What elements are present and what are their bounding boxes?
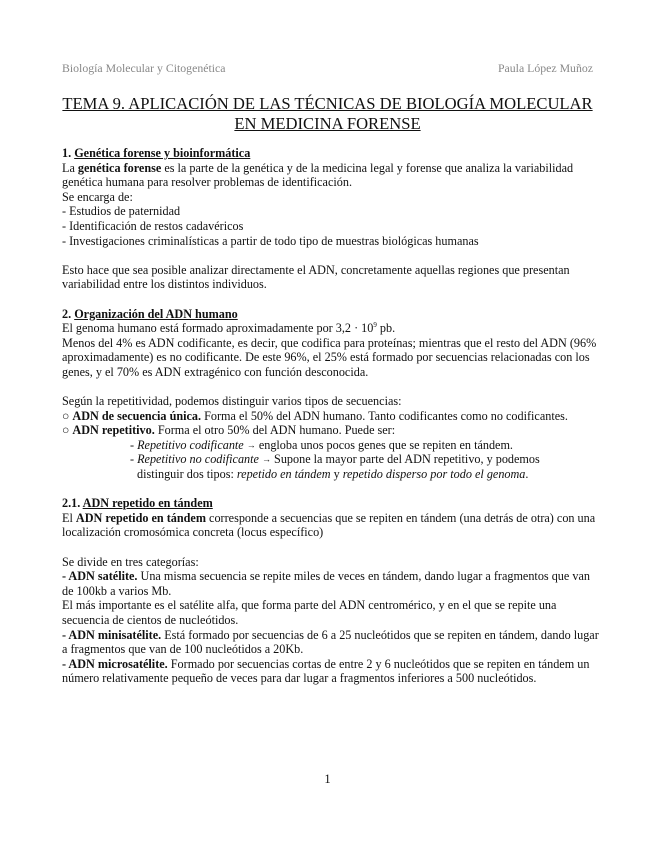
header-author: Paula López Muñoz <box>497 61 593 75</box>
section-number: 2.1. <box>62 496 83 511</box>
paragraph: La genética forense es la parte de la genética y de la medicina legal y forense que analiza la variabilidad genética humana para resolver problemas de identificación. <box>62 160 574 190</box>
section-number: 2. <box>62 306 75 321</box>
list-item: - ADN minisatélite. Está formado por secuencias de 6 a 25 nucleótidos que se repiten en tándem, dando lugar a fragmentos que van de 100 nucleótidos a 20Kb. <box>62 627 599 657</box>
section-number: 1. <box>62 146 75 160</box>
list-item: - Estudios de paternidad <box>62 204 181 219</box>
section-1-heading <box>62 146 602 161</box>
section-title: Genética forense y bioinformática <box>74 146 251 160</box>
section-title: ADN repetido en tándem <box>82 496 213 511</box>
document-title: TEMA 9. APLICACIÓN DE LAS TÉCNICAS DE BIOLOGÍA MOLECULAR EN MEDICINA FORENSE <box>62 94 593 133</box>
sub-list-item: - Repetitivo no codificante → Supone la mayor parte del ADN repetitivo, y podemos <box>130 452 540 467</box>
circle-bullet-icon: ○ <box>62 408 73 423</box>
page-number: 1 <box>324 772 331 786</box>
list-item: - ADN microsatélite. Formado por secuencias cortas de entre 2 y 6 nucleótidos que se repiten en tándem un número relativamente pequeño de veces para dar lugar a fragmentos inferiores a 500 nucleótidos. <box>62 656 590 686</box>
paragraph: El genoma humano está formado aproximadamente por $3,2 \cdot 10^9$ pb. <box>62 321 396 336</box>
arrow-right-icon: → <box>246 439 256 450</box>
list-item: ○ ADN de secuencia única. Forma el 50% del ADN humano. Tanto codificantes como no codificantes. <box>62 408 568 423</box>
paragraph: Se divide en tres categorías: <box>62 554 199 569</box>
paragraph: El ADN repetido en tándem corresponde a secuencias que se repiten en tándem (una detrás de otra) con una localización cromosómica concreta (locus específico) <box>62 510 596 540</box>
page-header <box>62 61 593 77</box>
section-2-1-heading <box>62 496 602 511</box>
document-body <box>62 146 602 686</box>
list-item: - ADN satélite. Una misma secuencia se repite miles de veces en tándem, dando lugar a fragmentos que van de 100kb a varios Mb. <box>62 569 590 598</box>
sub-list-item: - Repetitivo codificante → engloba unos pocos genes que se repiten en tándem. <box>130 437 513 452</box>
paragraph: Según la repetitividad, podemos distinguir varios tipos de secuencias: <box>62 394 402 409</box>
paragraph: Menos del 4% es ADN codificante, es decir, que codifica para proteínas; mientras que el resto del ADN (96% aproximadamente) es no codificante. De este 96%, el 25% está formado por secuencias relacionadas con los genes, y el 70% es ADN extragénico con función desconocida. <box>62 335 597 379</box>
header-course: Biología Molecular y Citogenética <box>62 61 226 75</box>
section-title: Organización del ADN humano <box>74 306 238 321</box>
paragraph: Esto hace que sea posible analizar directamente el ADN, concretamente aquellas regiones que presentan variabilidad entre los distintos individuos. <box>62 262 570 292</box>
list-item: - Investigaciones criminalísticas a partir de todo tipo de muestras biológicas humanas <box>62 233 479 248</box>
sub-list-item-continuation: distinguir dos tipos: repetido en tándem y repetido disperso por todo el genoma. <box>137 467 529 482</box>
section-2-heading <box>62 307 602 322</box>
list-item: - Identificación de restos cadavéricos <box>62 218 244 233</box>
arrow-right-icon: → <box>262 454 271 465</box>
exponent: 9 <box>373 321 377 330</box>
bold-term: genética forense <box>77 160 162 175</box>
list-item: ○ ADN repetitivo. Forma el otro 50% del ADN humano. Puede ser: <box>62 423 396 438</box>
paragraph: Se encarga de: <box>62 189 133 204</box>
paragraph: El más importante es el satélite alfa, que forma parte del ADN centromérico, y en el que se repite una secuencia de cientos de nucleótidos. <box>62 598 557 627</box>
circle-bullet-icon: ○ <box>62 423 73 438</box>
